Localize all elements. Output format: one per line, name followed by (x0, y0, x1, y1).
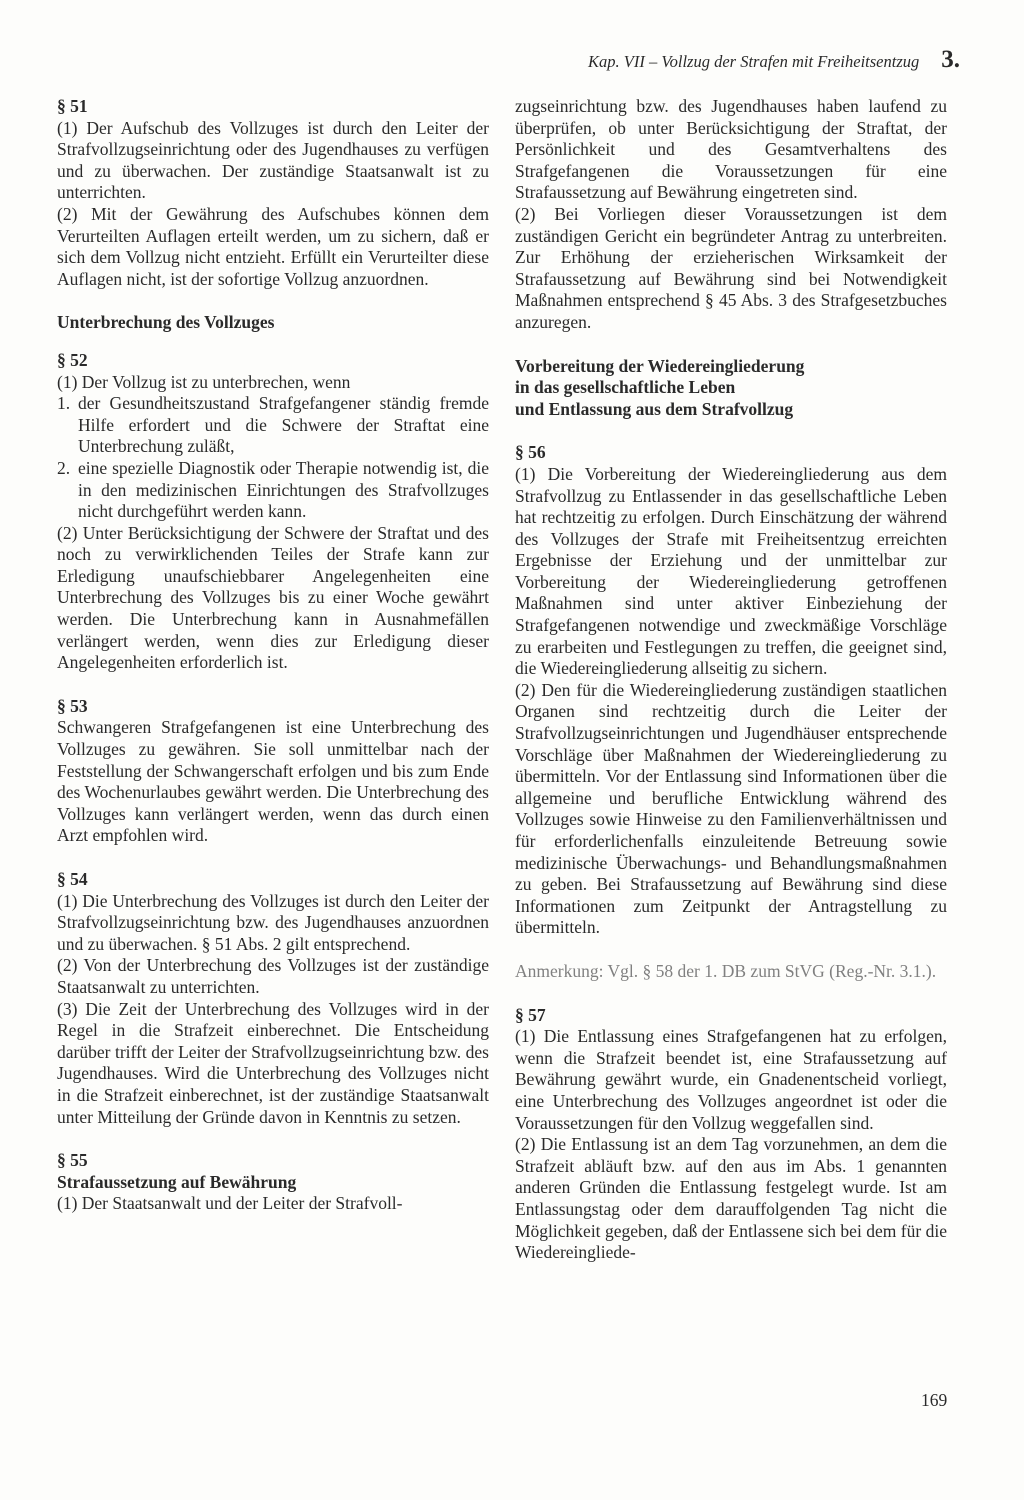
section-51-para-2: (2) Mit der Gewährung des Aufschubes können dem Verurteilten Auflagen erteilt werden, um zu sichern, daß er sich dem Vollzug nicht entzieht. Erfüllt ein Verurteilter diese Auflagen nicht, ist der sofortige Vollzug anzuordnen. (57, 203, 489, 289)
heading-wiedereingliederung-line-1: Vorbereitung der Wiedereingliederung (515, 355, 805, 376)
list-item (57, 393, 489, 458)
section-52-para-2: (2) Unter Berücksichtigung der Schwere der Straftat und des noch zu verwirklichenden Teiles der Strafe kann zur Erledigung unaufschiebbarer Angelegenheiten eine Unterbrechung des Vollzuges bis zu einer Woche gewährt werden. Die Unterbrechung kann in Ausnahmefällen verlängert werden, wenn dies zur Erledigung dieser Angelegenheiten erforderlich ist. (57, 522, 489, 673)
section-55-continued: zugseinrichtung bzw. des Jugendhauses haben laufend zu überprüfen, ob unter Berücksichtigung der Straftat, der Persönlichkeit und des Gesamtverhaltens des Strafgefangenen die Voraussetzungen für eine Strafaussetzung auf Bewährung eingetreten sind. (515, 96, 947, 203)
section-53-title: § 53 (57, 695, 88, 716)
list-item-text: eine spezielle Diagnostik oder Therapie notwendig ist, die in den medizinischen Einrichtungen des Strafvollzuges nicht durchgeführt werden kann. (78, 457, 489, 522)
section-56-para-1: (1) Die Vorbereitung der Wiedereingliederung aus dem Strafvollzug zu Entlassender in das gesellschaftliche Leben hat rechtzeitig zu erfolgen. Durch Einschätzung der während des Vollzuges der Strafe mit Freiheitsentzug erreichten Ergebnisse der Erziehung und der unmittelbar zur Vorbereitung der Wiedereingliederung getroffenen Maßnahmen sind unter aktiver Einbeziehung der Strafgefangenen notwendige und zweckmäßige Vorschläge zu erarbeiten und Festlegungen zu treffen, die geeignet sind, die Wiedereingliederung allseitig zu sichern. (515, 463, 947, 679)
list-item-number: 1. (57, 393, 71, 414)
heading-wiedereingliederung-line-2: in das gesellschaftliche Leben (515, 377, 736, 398)
section-56-para-2: (2) Den für die Wiedereingliederung zuständigen staatlichen Organen sind rechtzeitig durch die Leiter der Strafvollzugseinrichtungen und Jugendhäuser entsprechende Vorschläge über Maßnahmen der Wiedereingliederung zu übermitteln. Vor der Entlassung sind Informationen über die allgemeine und berufliche Entwicklung während des Vollzuges sowie Hinweise zu den Familienverhältnissen und für erforderlichenfalls einzuleitende Betreuung sowie medizinische Überwachungs- und Behandlungsmaßnahmen zu geben. Bei Strafaussetzung auf Bewährung sind diese Informationen zum Zeitpunkt der Antragstellung zu übermitteln. (515, 679, 947, 938)
right-column (515, 96, 947, 1264)
section-54-para-2: (2) Von der Unterbrechung des Vollzuges ist der zuständige Staatsanwalt zu unterrichten. (57, 955, 489, 997)
section-57-para-2: (2) Die Entlassung ist an dem Tag vorzunehmen, an dem die Strafzeit abläuft bzw. auf den aus im Abs. 1 genannten anderen Gründen die Entlassung festgelegt wurde. Ist am Entlassungstag oder dem darauffolgenden Tag nicht die Möglichkeit gegeben, daß der Entlassene sich bei dem für die Wiedereingliede- (515, 1134, 947, 1263)
section-52-list (57, 393, 489, 523)
chapter-title: Kap. VII – Vollzug der Strafen mit Freiheitsentzug (588, 52, 920, 71)
section-51-para-1: (1) Der Aufschub des Vollzuges ist durch den Leiter der Strafvollzugseinrichtung oder des Jugendhauses zu verfügen und zu überwachen. Der zuständige Staatsanwalt ist zu unterrichten. (57, 117, 489, 203)
section-56-title: § 56 (515, 442, 546, 463)
section-52-para-1: (1) Der Vollzug ist zu unterbrechen, wenn (57, 371, 351, 392)
chapter-number: 3. (941, 46, 960, 73)
section-55-title: § 55 (57, 1150, 88, 1171)
section-54-para-1: (1) Die Unterbrechung des Vollzuges ist durch den Leiter der Strafvollzugseinrichtung bzw. des Jugendhauses anzuordnen und zu überwachen. § 51 Abs. 2 gilt entsprechend. (57, 890, 489, 954)
section-55-para-2: (2) Bei Vorliegen dieser Voraussetzungen ist dem zuständigen Gericht ein begründeter Antrag zu unterbreiten. Zur Erhöhung der erzieherischen Wirksamkeit der Strafaussetzung auf Bewährung sind bei Notwendigkeit Maßnahmen entsprechend § 45 Abs. 3 des Strafgesetzbuches anzuregen. (515, 203, 947, 332)
section-54-title: § 54 (57, 869, 88, 889)
list-item-text: der Gesundheitszustand Strafgefangener ständig fremde Hilfe erfordert und die Schwere der Straftat eine Unterbrechung zuläßt, (78, 393, 489, 457)
section-54-para-3: (3) Die Zeit der Unterbrechung des Vollzuges wird in der Regel in die Strafzeit einberechnet. Die Entscheidung darüber trifft der Leiter der Strafvollzugseinrichtung bzw. des Jugendhauses. Wird die Unterbrechung des Vollzuges nicht in die Strafzeit einberechnet, ist der zuständige Staatsanwalt unter Mitteilung der Gründe davon in Kenntnis zu setzen. (57, 998, 489, 1127)
list-item (57, 458, 489, 523)
section-55-heading: Strafaussetzung auf Bewährung (57, 1171, 297, 1192)
page-number: 169 (921, 1390, 948, 1410)
annotation-note: Anmerkung: Vgl. § 58 der 1. DB zum StVG (Reg.-Nr. 3.1.). (515, 960, 937, 981)
section-55-para-1: (1) Der Staatsanwalt und der Leiter der Strafvoll- (57, 1193, 403, 1214)
section-57-para-1: (1) Die Entlassung eines Strafgefangenen hat zu erfolgen, wenn die Strafzeit beendet ist, eine Strafaussetzung auf Bewährung gewährt wurde, ein Gnadenentscheid vorliegt, eine Unterbrechung des Vollzuges angeordnet ist oder die Voraussetzungen für den Vollzug weggefallen sind. (515, 1026, 947, 1133)
section-51-title: § 51 (57, 96, 88, 116)
list-item-number: 2. (57, 457, 71, 478)
section-52-title: § 52 (57, 349, 88, 370)
heading-unterbrechung: Unterbrechung des Vollzuges (57, 312, 275, 333)
heading-wiedereingliederung-line-3: und Entlassung aus dem Strafvollzug (515, 398, 794, 419)
section-57-title: § 57 (515, 1004, 546, 1025)
running-header (470, 46, 960, 74)
left-column (57, 96, 489, 1215)
section-53-para-1: Schwangeren Strafgefangenen ist eine Unterbrechung des Vollzuges zu gewähren. Sie soll unmittelbar nach der Feststellung der Schwangerschaft erfolgen und bis zum Ende des Wochenurlaubes gewährt werden. Die Unterbrechung des Vollzuges kann verlängert werden, wenn das durch einen Arzt empfohlen wird. (57, 717, 489, 846)
